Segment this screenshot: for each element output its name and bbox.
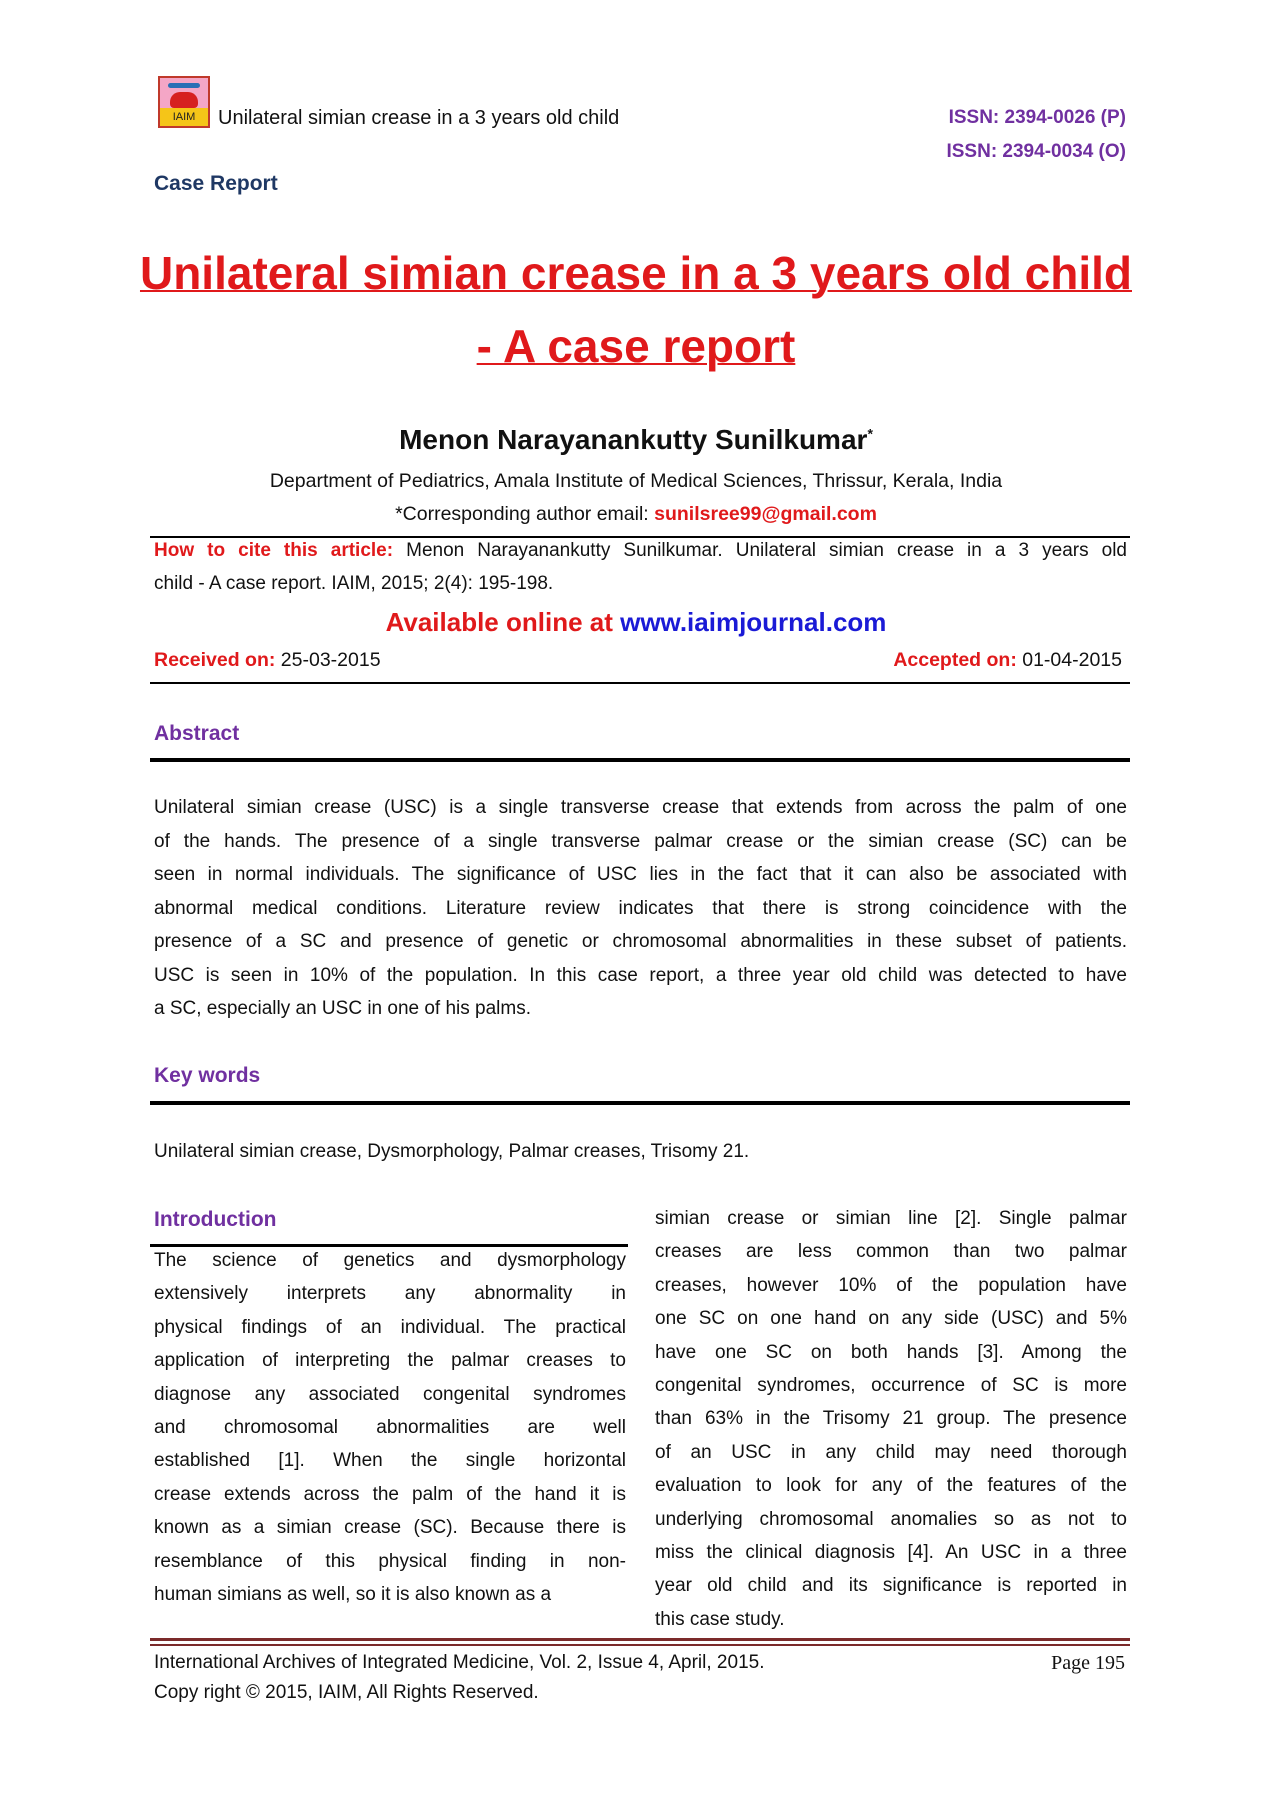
text-line: The science of genetics and dysmorphology [154,1250,626,1271]
text-line: diagnose any associated congenital syndromes [154,1383,626,1405]
iaim-logo [158,76,210,128]
text-line: known as a simian crease (SC). Because there is [154,1517,626,1539]
text-line: physical findings of an individual. The practical [154,1316,626,1338]
text-line: extensively interprets any abnormality in [154,1283,626,1305]
email-link[interactable]: sunilsree99@gmail.com [654,503,877,525]
keywords-text: Unilateral simian crease, Dysmorphology, Palmar creases, Trisomy 21. [154,1141,750,1162]
keywords-heading: Key words [154,1064,261,1087]
text-line: human simians as well, so it is also known as a [154,1584,552,1605]
text-line: have one SC on both hands [3]. Among the [655,1341,1127,1363]
article-type: Case Report [154,172,278,195]
footer-divider [150,1644,1130,1646]
divider [150,1244,628,1247]
accepted-date: Accepted on: 01-04-2015 [893,649,1122,671]
footer-copyright: Copy right © 2015, IAIM, All Rights Reserved. [154,1682,539,1703]
text-line: miss the clinical diagnosis [4]. An USC in a three [655,1542,1127,1563]
text-line: seen in normal individuals. The significance of USC lies in the fact that it can also be associated with [154,864,1127,885]
text-line: year old child and its significance is reported in [655,1575,1127,1597]
divider [150,536,1130,538]
page-number: Page 195 [1051,1652,1125,1674]
text-line: established [1]. When the single horizontal [154,1450,626,1472]
text-line: and chromosomal abnormalities are well [154,1417,626,1438]
text-line: creases are less common than two palmar [655,1241,1127,1263]
citation-line1: How to cite this article: Menon Narayanankutty Sunilkumar. Unilateral simian crease in a 3 years old [154,540,1127,561]
logo-text: IAIM [160,108,208,126]
text-line: evaluation to look for any of the features of the [655,1475,1127,1497]
divider [150,682,1130,684]
text-line: creases, however 10% of the population have [655,1274,1127,1296]
text-line: a SC, especially an USC in one of his palms. [154,998,532,1019]
divider [150,1101,1130,1105]
journal-url-link[interactable]: www.iaimjournal.com [620,607,887,637]
corresponding-email: *Corresponding author email: sunilsree99@gmail.com [395,503,877,525]
author-name: Menon Narayanankutty Sunilkumar* [399,424,873,455]
text-line: presence of a SC and presence of genetic or chromosomal abnormalities in these subset of patients. [154,931,1127,952]
text-line: crease extends across the palm of the hand it is [154,1483,626,1505]
affiliation: Department of Pediatrics, Amala Institute of Medical Sciences, Thrissur, Kerala, India [269,470,1003,492]
text-line: of an USC in any child may need thorough [655,1441,1127,1463]
text-line: simian crease or simian line [2]. Single palmar [655,1208,1127,1229]
footer-divider [150,1638,1130,1641]
text-line: of the hands. The presence of a single transverse palmar crease or the simian crease (SC) can be [154,830,1127,852]
caduceus-icon [168,83,200,88]
introduction-heading: Introduction [154,1208,277,1231]
text-line: underlying chromosomal anomalies so as not to [655,1508,1127,1530]
citation-line2: child - A case report. IAIM, 2015; 2(4): 195-198. [154,573,554,594]
text-line: congenital syndromes, occurrence of SC is more [655,1375,1127,1396]
text-line: USC is seen in 10% of the population. In this case report, a three year old child was detected to have [154,964,1127,986]
text-line: Unilateral simian crease (USC) is a single transverse crease that extends from across the palm of one [154,797,1127,818]
issn-online: ISSN: 2394-0034 (O) [946,141,1126,162]
issn-print: ISSN: 2394-0026 (P) [948,107,1126,128]
abstract-heading: Abstract [154,722,240,745]
article-title-line1: Unilateral simian crease in a 3 years old child [139,247,1132,299]
text-line: one SC on one hand on any side (USC) and 5% [655,1308,1127,1330]
running-title: Unilateral simian crease in a 3 years old child [218,107,620,129]
divider [150,758,1130,762]
text-line: this case study. [655,1608,785,1630]
received-date: Received on: 25-03-2015 [154,649,381,671]
lungs-icon [170,92,198,108]
text-line: abnormal medical conditions. Literature review indicates that there is strong coincidence with the [154,897,1127,919]
footer-journal: International Archives of Integrated Medicine, Vol. 2, Issue 4, April, 2015. [154,1652,765,1673]
text-line: application of interpreting the palmar creases to [154,1350,626,1372]
availability: Available online at www.iaimjournal.com [385,607,887,637]
text-line: than 63% in the Trisomy 21 group. The presence [655,1408,1127,1430]
text-line: resemblance of this physical finding in non- [154,1550,626,1572]
article-title-line2: - A case report [476,320,796,372]
